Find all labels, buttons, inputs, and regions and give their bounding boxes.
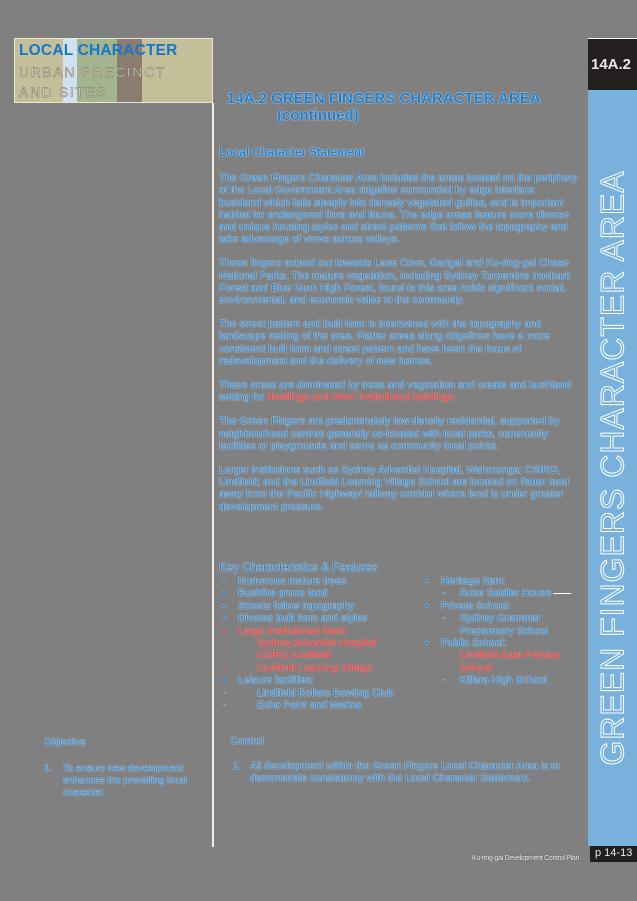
sidebar-vertical-title: GREEN FINGERS CHARACTER AREA <box>594 170 630 766</box>
sub-list-item: - CSIRO Lindfield <box>223 650 331 662</box>
page-title-continued: (continued) <box>277 107 359 124</box>
control-section <box>230 735 580 785</box>
sub-list-item: - Killara High School <box>442 675 547 687</box>
underline-mark <box>553 593 571 594</box>
local-character-statement <box>219 147 579 526</box>
control-number: 1. <box>233 761 242 772</box>
header-subtitle-line2: AND SITES <box>19 84 108 100</box>
sub-list-item: - Lindfield Learning Village <box>223 662 372 674</box>
page-number-box <box>590 846 637 862</box>
key-characteristics-heading: Key Characteristics & Features <box>219 562 378 574</box>
header-title: LOCAL CHARACTER <box>19 42 178 59</box>
objective-number: 1. <box>44 763 53 774</box>
list-item-public-school: ▪ Public School: <box>422 638 582 650</box>
list-item: ▪ Numerous mature trees <box>219 576 409 588</box>
statement-paragraph: The street pattern and built form is intertwined with the topography and landscape setting of the area. Flatter areas along ridgelines have a more consistent built form and street pattern and have been the focus of redevelopment and the delivery of new homes. <box>219 319 550 367</box>
footer-document-name: Ku-ring-gai Development Control Plan <box>472 855 580 862</box>
objective-section <box>44 737 209 799</box>
list-item-heritage: ▪ Heritage Item: <box>422 576 582 588</box>
list-item-institutional: ▪ Large Institutional Sites: <box>219 626 409 638</box>
sub-list-item: - Lindfield Rollers Bowling Club <box>223 687 394 699</box>
statement-paragraph: The Green Fingers Character Area includes the areas located on the periphery of the Local Government Area ridgeline surrounded by edge interface bushland which falls steeply into densely vegetated gullies, and is important habitat for endangered flora and fauna. The edge areas feature more diverse and unique housing styles and street patterns that follow the topography and take advantage of views across valleys. <box>219 173 578 246</box>
list-item: ▪ Diverse built form and styles <box>219 613 409 625</box>
sub-list-item: - Echo Point and Marina <box>223 700 362 712</box>
sub-list-item: - Rose Seidler House <box>422 588 582 600</box>
objective-item <box>44 763 209 799</box>
objective-text: To ensure new development enhances the prevailing local character. <box>63 763 187 798</box>
page-title-line1: 14A.2 GREEN FINGERS CHARACTER AREA <box>227 90 541 107</box>
list-item: ▪ Streets follow topography <box>219 601 409 613</box>
control-heading: Control <box>230 735 264 747</box>
list-item-leisure: ▪ Leisure facilities: <box>219 675 409 687</box>
statement-text: These areas are dominated by trees and vegetation and create and bushland setting for <box>219 380 572 404</box>
header-subtitle <box>19 62 166 102</box>
control-item <box>230 761 580 785</box>
page-number: p 14-13 <box>595 847 633 859</box>
statement-highlight-text: dwellings and other institutional buildings. <box>267 392 457 404</box>
list-item-private-school: ▪ Private School: <box>422 601 582 613</box>
objective-heading: Objective <box>44 737 86 748</box>
key-characteristics-right-column <box>422 576 582 688</box>
statement-paragraph: Larger institutions such as Sydney Adventist Hospital, Wahroonga; CSIRO, Lindfield; and the Lindfield Learning Village School are located on flatter land away from the Pacific Highway/ railway corridor where land is under greater development pressure. <box>219 465 569 513</box>
page-title <box>227 90 541 124</box>
header-subtitle-line1: URBAN PRECINCT <box>19 64 166 80</box>
key-characteristics <box>219 562 589 712</box>
section-number: 14A.2 <box>591 56 632 73</box>
sub-list-item: - Lindfield East Primary School <box>442 650 561 674</box>
section-sidebar <box>588 90 637 846</box>
column-divider <box>212 103 214 847</box>
list-item: ▪ Bushfire prone land <box>219 588 409 600</box>
statement-paragraph: These fingers extend out towards Lane Cove, Garigal and Ku-ring-gai Chase National Parks. The mature vegetation, including Sydney Turpentine Ironbark Forest and Blue Gum High Forest, found in this area holds significant social, environmental, and economic value to the community. <box>219 258 571 307</box>
statement-paragraph <box>219 380 579 404</box>
section-number-tab <box>588 38 637 90</box>
section-header-block <box>14 38 213 103</box>
key-characteristics-left-column <box>219 576 409 712</box>
statement-paragraph: The Green Fingers are predominately low density residential, supported by neighbourhood centres generally co-located with local parks, community facilities or playgrounds and serve as community focal points. <box>219 416 560 452</box>
sub-list-item: - Sydney Grammar Preparatory School <box>442 613 549 637</box>
control-text: All development within the Green Fingers Local Character Area is to demonstrate consistency with the Local Character Statement. <box>250 761 560 784</box>
sub-list-item: - Sydney Adventist Hospital <box>223 638 377 650</box>
statement-heading: Local Character Statement <box>219 147 365 159</box>
